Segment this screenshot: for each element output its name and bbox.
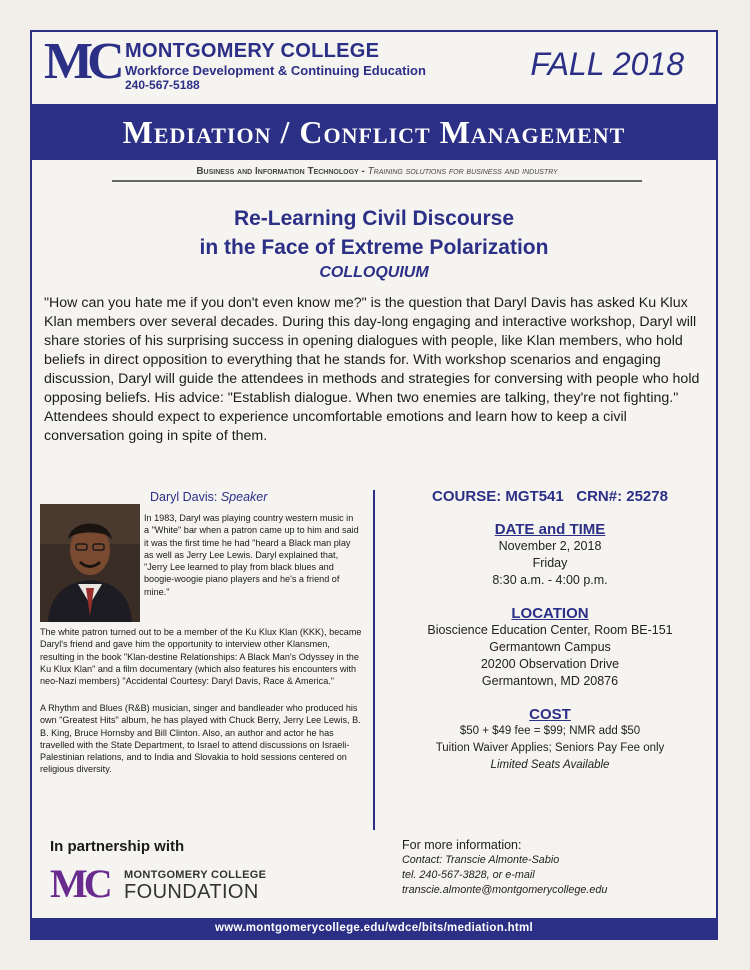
foundation-logo-bottom: FOUNDATION xyxy=(124,881,259,903)
foundation-logo xyxy=(50,861,306,906)
flyer xyxy=(30,30,718,940)
speaker-bio-part2: The white patron turned out to be a member of the Ku Klux Klan (KKK), became Daryl's friend and gave him the opportunity to interview other Klansmen, resulting in the book "Klan-destine Relationships: A Black Man's Odyssey in the Ku Klux Klan" and a film documentary (which also features his encounters with neo-Nazi members) "Accidental Courtesy: Daryl Davis, Race & America." xyxy=(40,627,362,687)
location-line1: Bioscience Education Center, Room BE-151 xyxy=(427,623,673,637)
location-line3: 20200 Observation Drive xyxy=(480,657,620,671)
program-title-line1: Re-Learning Civil Discourse xyxy=(233,207,515,230)
division-name: Workforce Development & Continuing Education xyxy=(125,63,426,78)
contact-heading: For more information: xyxy=(402,838,522,852)
program-banner: Mediation / Conflict Management xyxy=(32,104,716,160)
course-number: COURSE: MGT541 xyxy=(432,488,564,505)
term-label: FALL 2018 xyxy=(530,46,684,82)
date-heading: DATE and TIME xyxy=(494,521,606,538)
course-day: Friday xyxy=(532,556,568,570)
contact-phone: tel. 240-567-3828, or e-mail xyxy=(402,869,535,881)
course-codes xyxy=(382,488,718,505)
contact-email[interactable]: transcie.almonte@montgomerycollege.edu xyxy=(402,884,608,896)
college-logo: MC xyxy=(44,33,119,90)
course-date: November 2, 2018 xyxy=(498,539,602,553)
program-subtitle: COLLOQUIUM xyxy=(319,264,429,281)
contact-name: Contact: Transcie Almonte-Sabio xyxy=(402,854,560,866)
footer-url[interactable]: www.montgomerycollege.edu/wdce/bits/mediation.html xyxy=(32,918,716,938)
department-line xyxy=(112,166,642,182)
speaker-bio-part1: In 1983, Daryl was playing country western music in a "White" bar when a patron came up to him and said it was the first time he had "heard a Black man play as well as Jerry Lee Lewis. Daryl explained that, "Jerry Lee learned to play from black blues and boogie-woogie piano players and he's a friend of mine." xyxy=(144,513,359,597)
speaker-bio-part3: A Rhythm and Blues (R&B) musician, singer and bandleader who produced his own "Greatest Hits" album, he has played with Chuck Berry, Jerry Lee Lewis, B. B. King, Bruce Hornsby and Bill Clinton. Also, an author and actor he has travelled with the State Department, to Israel to attend discussions on Israeli-Palestinian relations, and to India and Slovakia to hold sessions centered on religious diversity. xyxy=(40,703,361,775)
partner-label: In partnership with xyxy=(50,838,185,855)
course-details xyxy=(382,488,718,774)
location-line2: Germantown Campus xyxy=(489,640,611,654)
speaker-role: Speaker xyxy=(220,490,268,504)
department-tagline: Training solutions for business and industry xyxy=(367,166,558,177)
speaker-heading xyxy=(150,490,267,504)
crn-number: CRN#: 25278 xyxy=(576,488,668,505)
college-name: MONTGOMERY COLLEGE xyxy=(125,40,380,62)
speaker-name: Daryl Davis: xyxy=(150,490,221,504)
speaker-photo xyxy=(40,504,140,622)
foundation-logo-top: MONTGOMERY COLLEGE xyxy=(124,869,267,881)
speaker-portrait-icon xyxy=(40,504,140,622)
cost-line2: Tuition Waiver Applies; Seniors Pay Fee only xyxy=(435,742,665,754)
college-phone: 240-567-5188 xyxy=(125,78,200,92)
program-description: "How can you hate me if you don't even know me?" is the question that Daryl Davis has asked Ku Klux Klan members over several decades. During this day-long engaging and interactive workshop, Daryl will share stories of his surprising success in opening dialogues with people, like Klan members, who hold beliefs in direct opposition to everything that he stands for. With workshop scenarios and engaging discussion, Daryl will guide the attendees in methods and strategies for conversing with people who hold opposing beliefs. His advice: "Establish dialogue. When two enemies are talking, they're not fighting." Attendees should expect to experience uncomfortable emotions and learn how to keep a civil conversation going in spite of them. xyxy=(44,295,700,444)
program-title xyxy=(32,204,716,262)
cost-line1: $50 + $49 fee = $99; NMR add $50 xyxy=(459,725,641,737)
location-line4: Germantown, MD 20876 xyxy=(481,674,619,688)
cost-line3: Limited Seats Available xyxy=(490,759,610,771)
header xyxy=(32,32,716,90)
contact-info xyxy=(402,838,607,898)
program-title-line2: in the Face of Extreme Polarization xyxy=(199,236,549,259)
column-divider xyxy=(373,490,375,830)
cost-heading: COST xyxy=(529,706,571,723)
course-time: 8:30 a.m. - 4:00 p.m. xyxy=(492,573,608,587)
foundation-logo-mark: MC xyxy=(50,861,109,906)
location-heading: LOCATION xyxy=(511,605,589,622)
department-name: Business and Information Technology - xyxy=(196,166,368,177)
